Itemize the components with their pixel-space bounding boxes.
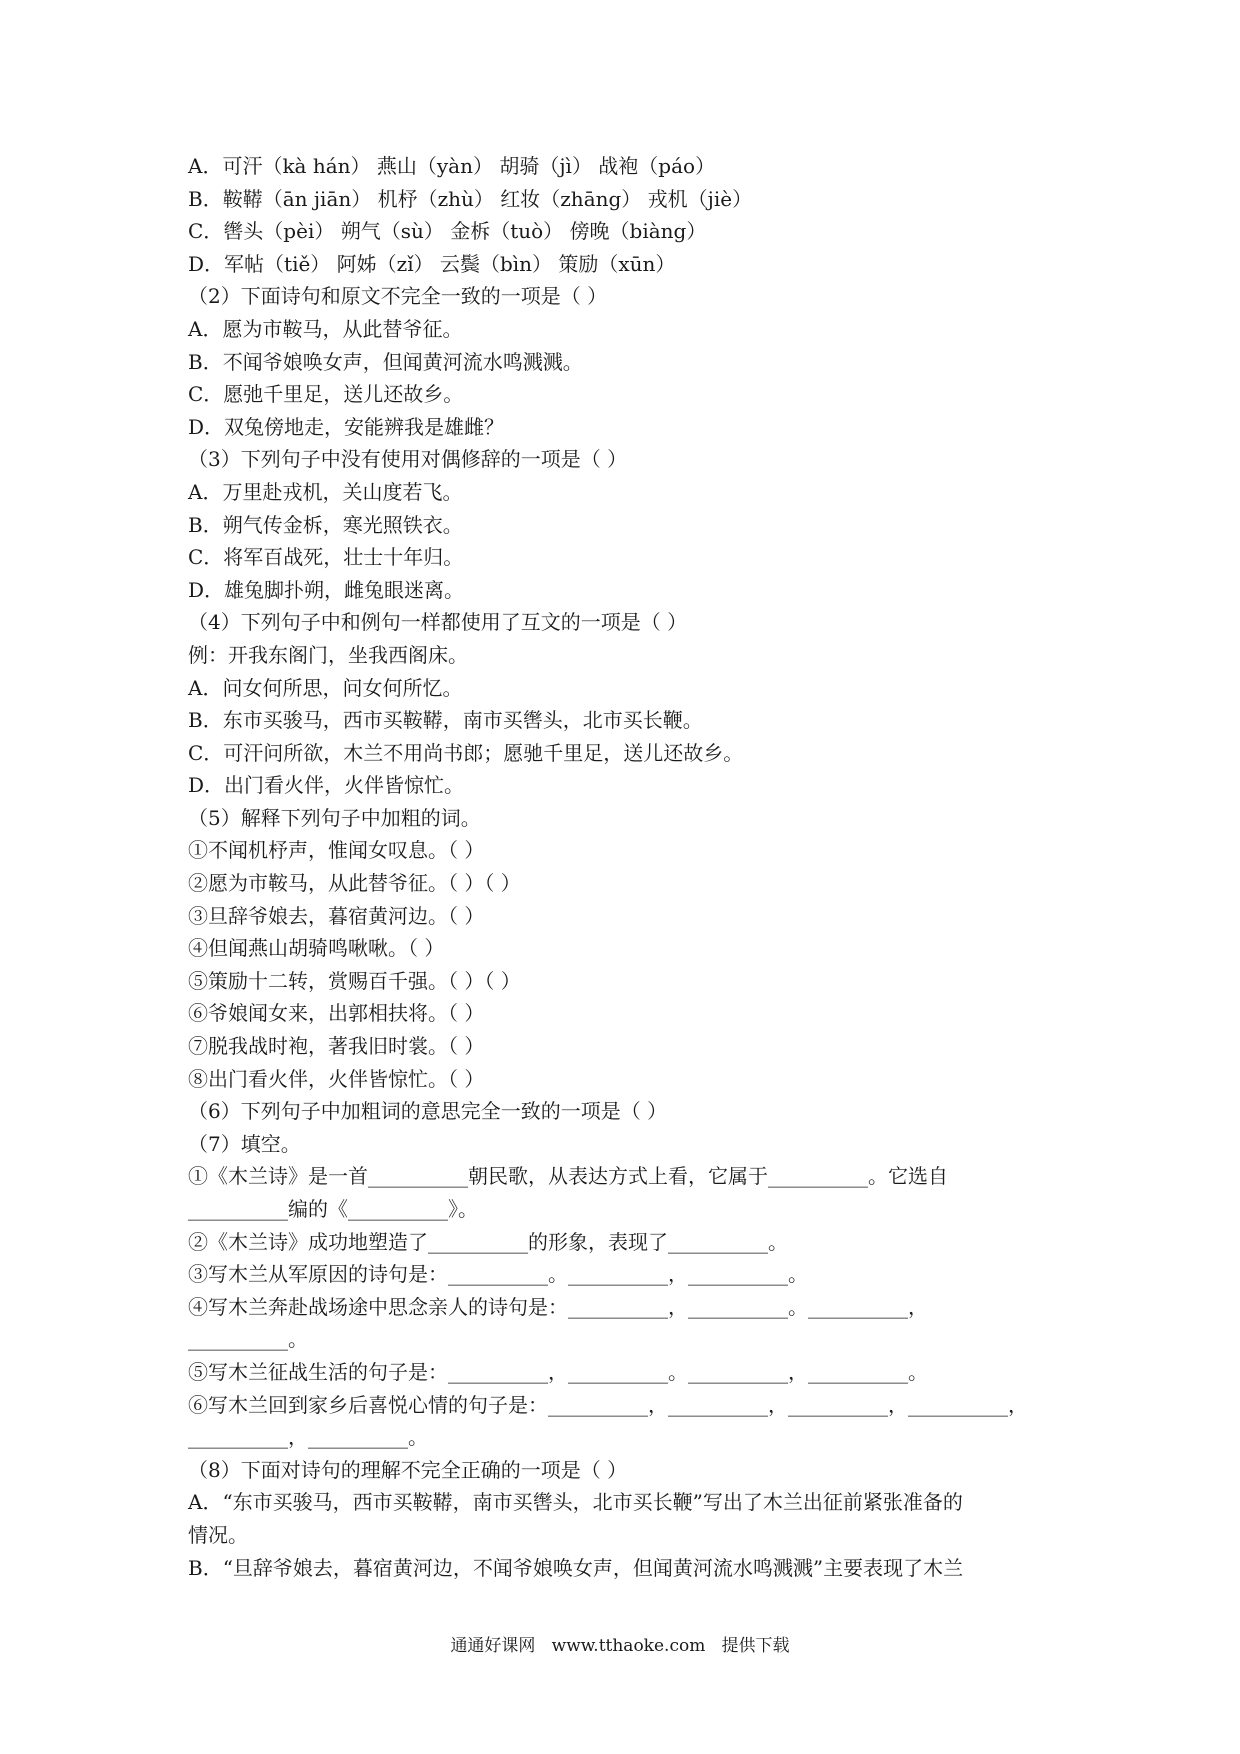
text-line: （6）下列句子中加粗词的意思完全一致的一项是（ ） [188, 1099, 668, 1124]
text-line: A．愿为市鞍马，从此替爷征。 [188, 316, 463, 341]
text-line: ⑤策励十二转，赏赐百千强。（ ）（ ） [188, 968, 521, 993]
text-line: （5）解释下列句子中加粗的词。 [188, 805, 481, 830]
text-line: __________编的《__________》。 [188, 1197, 478, 1221]
text-line: B．不闻爷娘唤女声，但闻黄河流水鸣溅溅。 [188, 349, 583, 374]
text-line: __________。 [188, 1327, 308, 1352]
text-line: 情况。 [188, 1522, 248, 1547]
text-line: C．可汗问所欲，木兰不用尚书郎；愿驰千里足，送儿还故乡。 [188, 740, 744, 765]
text-line: ⑧出门看火伴，火伴皆惊忙。（ ） [188, 1066, 485, 1091]
text-line: B．“旦辞爷娘去，暮宿黄河边，不闻爷娘唤女声，但闻黄河流水鸣溅溅”主要表现了木兰 [188, 1555, 964, 1580]
text-line: ⑥爷娘闻女来，出郭相扶将。（ ） [188, 1001, 485, 1026]
text-line: ②愿为市鞍马，从此替爷征。（ ）（ ） [188, 871, 521, 896]
text-line: B．东市买骏马，西市买鞍鞯，南市买辔头，北市买长鞭。 [188, 708, 703, 733]
text-line: （8）下面对诗句的理解不完全正确的一项是（ ） [188, 1457, 628, 1482]
footer-site-name: 通通好课网 [450, 1636, 536, 1656]
text-line: ①《木兰诗》是一首__________朝民歌，从表达方式上看，它属于__________。它选自 [188, 1164, 948, 1189]
text-line: C．愿弛千里足，送儿还故乡。 [188, 382, 464, 407]
text-line: （4）下列句子中和例句一样都使用了互文的一项是（ ） [188, 610, 688, 635]
text-line: A．万里赴戎机，关山度若飞。 [188, 479, 463, 504]
text-line: D．军帖（tiě） 阿姊（zǐ） 云鬓（bìn） 策励（xūn） [188, 251, 676, 276]
text-line: （3）下列句子中没有使用对偶修辞的一项是（ ） [188, 447, 628, 472]
text-line: ③写木兰从军原因的诗句是：__________。__________，__________。 [188, 1262, 808, 1287]
text-line: D．雄兔脚扑朔，雌兔眼迷离。 [188, 577, 465, 602]
text-line: D．出门看火伴，火伴皆惊忙。 [188, 773, 465, 798]
text-line: C．辔头（pèi） 朔气（sù） 金柝（tuò） 傍晚（biàng） [188, 219, 707, 244]
text-line: B．鞍鞯（ān jiān） 机杼（zhù） 红妆（zhāng） 戎机（jiè） [188, 186, 753, 211]
text-line: __________，__________。 [188, 1425, 428, 1450]
text-line: ⑦脱我战时袍，著我旧时裳。（ ） [188, 1034, 485, 1059]
footer-note: 提供下载 [721, 1636, 790, 1656]
worksheet-body [188, 150, 1058, 1584]
text-line: （7）填空。 [188, 1131, 301, 1156]
text-line: ④但闻燕山胡骑鸣啾啾。（ ） [188, 936, 445, 961]
text-line: A．可汗（kà hán） 燕山（yàn） 胡骑（jì） 战袍（páo） [188, 154, 716, 178]
text-line: D．双兔傍地走，安能辨我是雄雌？ [188, 414, 505, 439]
text-line: ⑤写木兰征战生活的句子是：__________，__________。__________，__________。 [188, 1359, 928, 1384]
text-line: C．将军百战死，壮士十年归。 [188, 545, 464, 570]
text-line: ④写木兰奔赴战场途中思念亲人的诗句是：__________，__________。__________， [188, 1294, 928, 1319]
text-line: ②《木兰诗》成功地塑造了__________的形象，表现了__________。 [188, 1229, 788, 1254]
text-line: 例：开我东阁门，坐我西阁床。 [188, 642, 468, 667]
text-line: ①不闻机杼声，惟闻女叹息。（ ） [188, 838, 485, 863]
footer-url: www.tthaoke.com [551, 1636, 706, 1656]
text-line: ⑥写木兰回到家乡后喜悦心情的句子是：__________，__________，__________，__________， [188, 1392, 1028, 1417]
text-line: （2）下面诗句和原文不完全一致的一项是（ ） [188, 284, 608, 309]
text-line: ③旦辞爷娘去，暮宿黄河边。（ ） [188, 903, 485, 928]
text-line: B．朔气传金柝，寒光照铁衣。 [188, 512, 463, 537]
text-line: A．“东市买骏马，西市买鞍鞯，南市买辔头，北市买长鞭”写出了木兰出征前紧张准备的 [188, 1490, 963, 1515]
text-line: A．问女何所思，问女何所忆。 [188, 675, 463, 700]
page-footer [0, 1631, 1240, 1656]
